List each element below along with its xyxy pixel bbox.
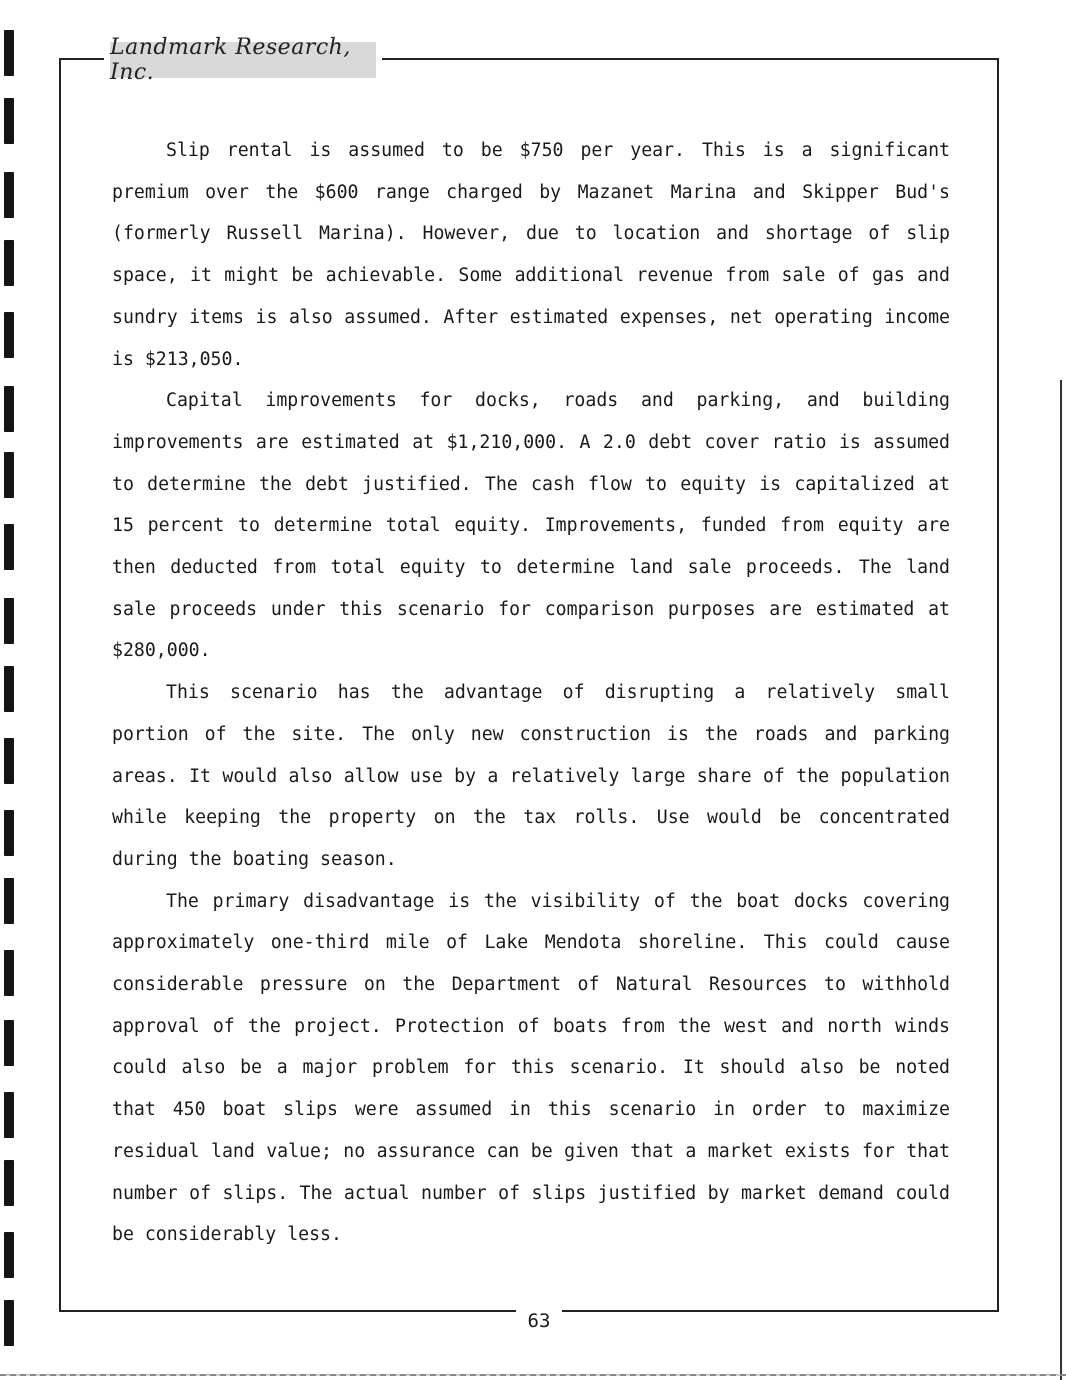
binder-mark bbox=[4, 950, 14, 996]
binder-mark bbox=[4, 172, 14, 218]
binder-mark bbox=[4, 666, 14, 712]
paragraph-capital-improvements: Capital improvements for docks, roads and parking, and building improvements are estimated at $1,210,000. A 2.0 debt cover ratio is assumed to determine the debt justified. The cash flow to equity is capitalized at 15 percent to determine total equity. Improvements, funded from equity are then deducted from total equity to determine land sale proceeds. The land sale proceeds under this scenario for comparison purposes are estimated at $280,000. bbox=[112, 390, 950, 662]
document-body bbox=[112, 130, 950, 1256]
letterhead-logo: Landmark Research, Inc. bbox=[110, 42, 376, 78]
binder-mark bbox=[4, 98, 14, 144]
binder-mark bbox=[4, 1232, 14, 1278]
page-number: 63 bbox=[527, 1310, 551, 1332]
binder-mark bbox=[4, 312, 14, 358]
binder-mark bbox=[4, 738, 14, 784]
page-edge-bottom bbox=[0, 1374, 1066, 1376]
binder-mark bbox=[4, 452, 14, 498]
binder-mark bbox=[4, 1092, 14, 1138]
binder-mark bbox=[4, 1300, 14, 1346]
binder-mark bbox=[4, 1160, 14, 1206]
binder-mark bbox=[4, 240, 14, 286]
binder-mark bbox=[4, 524, 14, 570]
paragraph-advantages: This scenario has the advantage of disrupting a relatively small portion of the site. The only new construction is the roads and parking areas. It would also allow use by a relatively large share of the population while keeping the property on the tax rolls. Use would be concentrated during the boating season. bbox=[112, 682, 950, 870]
binder-mark bbox=[4, 30, 14, 76]
binder-mark bbox=[4, 598, 14, 644]
page-edge-right bbox=[1060, 380, 1062, 1380]
binder-mark bbox=[4, 810, 14, 856]
binder-holes bbox=[4, 0, 18, 1380]
binder-mark bbox=[4, 1020, 14, 1066]
paragraph-slip-rental: Slip rental is assumed to be $750 per year. This is a significant premium over the $600 range charged by Mazanet Marina and Skipper Bud's (formerly Russell Marina). However, due to location and shortage of slip space, it might be achievable. Some additional revenue from sale of gas and sundry items is also assumed. After estimated expenses, net operating income is $213,050. bbox=[112, 140, 950, 370]
binder-mark bbox=[4, 386, 14, 432]
binder-mark bbox=[4, 878, 14, 924]
paragraph-disadvantages: The primary disadvantage is the visibility of the boat docks covering approximately one-third mile of Lake Mendota shoreline. This could cause considerable pressure on the Department of Natural Resources to withhold approval of the project. Protection of boats from the west and north winds could also be a major problem for this scenario. It should also be noted that 450 boat slips were assumed in this scenario in order to maximize residual land value; no assurance can be given that a market exists for that number of slips. The actual number of slips justified by market demand could be considerably less. bbox=[112, 890, 950, 1246]
